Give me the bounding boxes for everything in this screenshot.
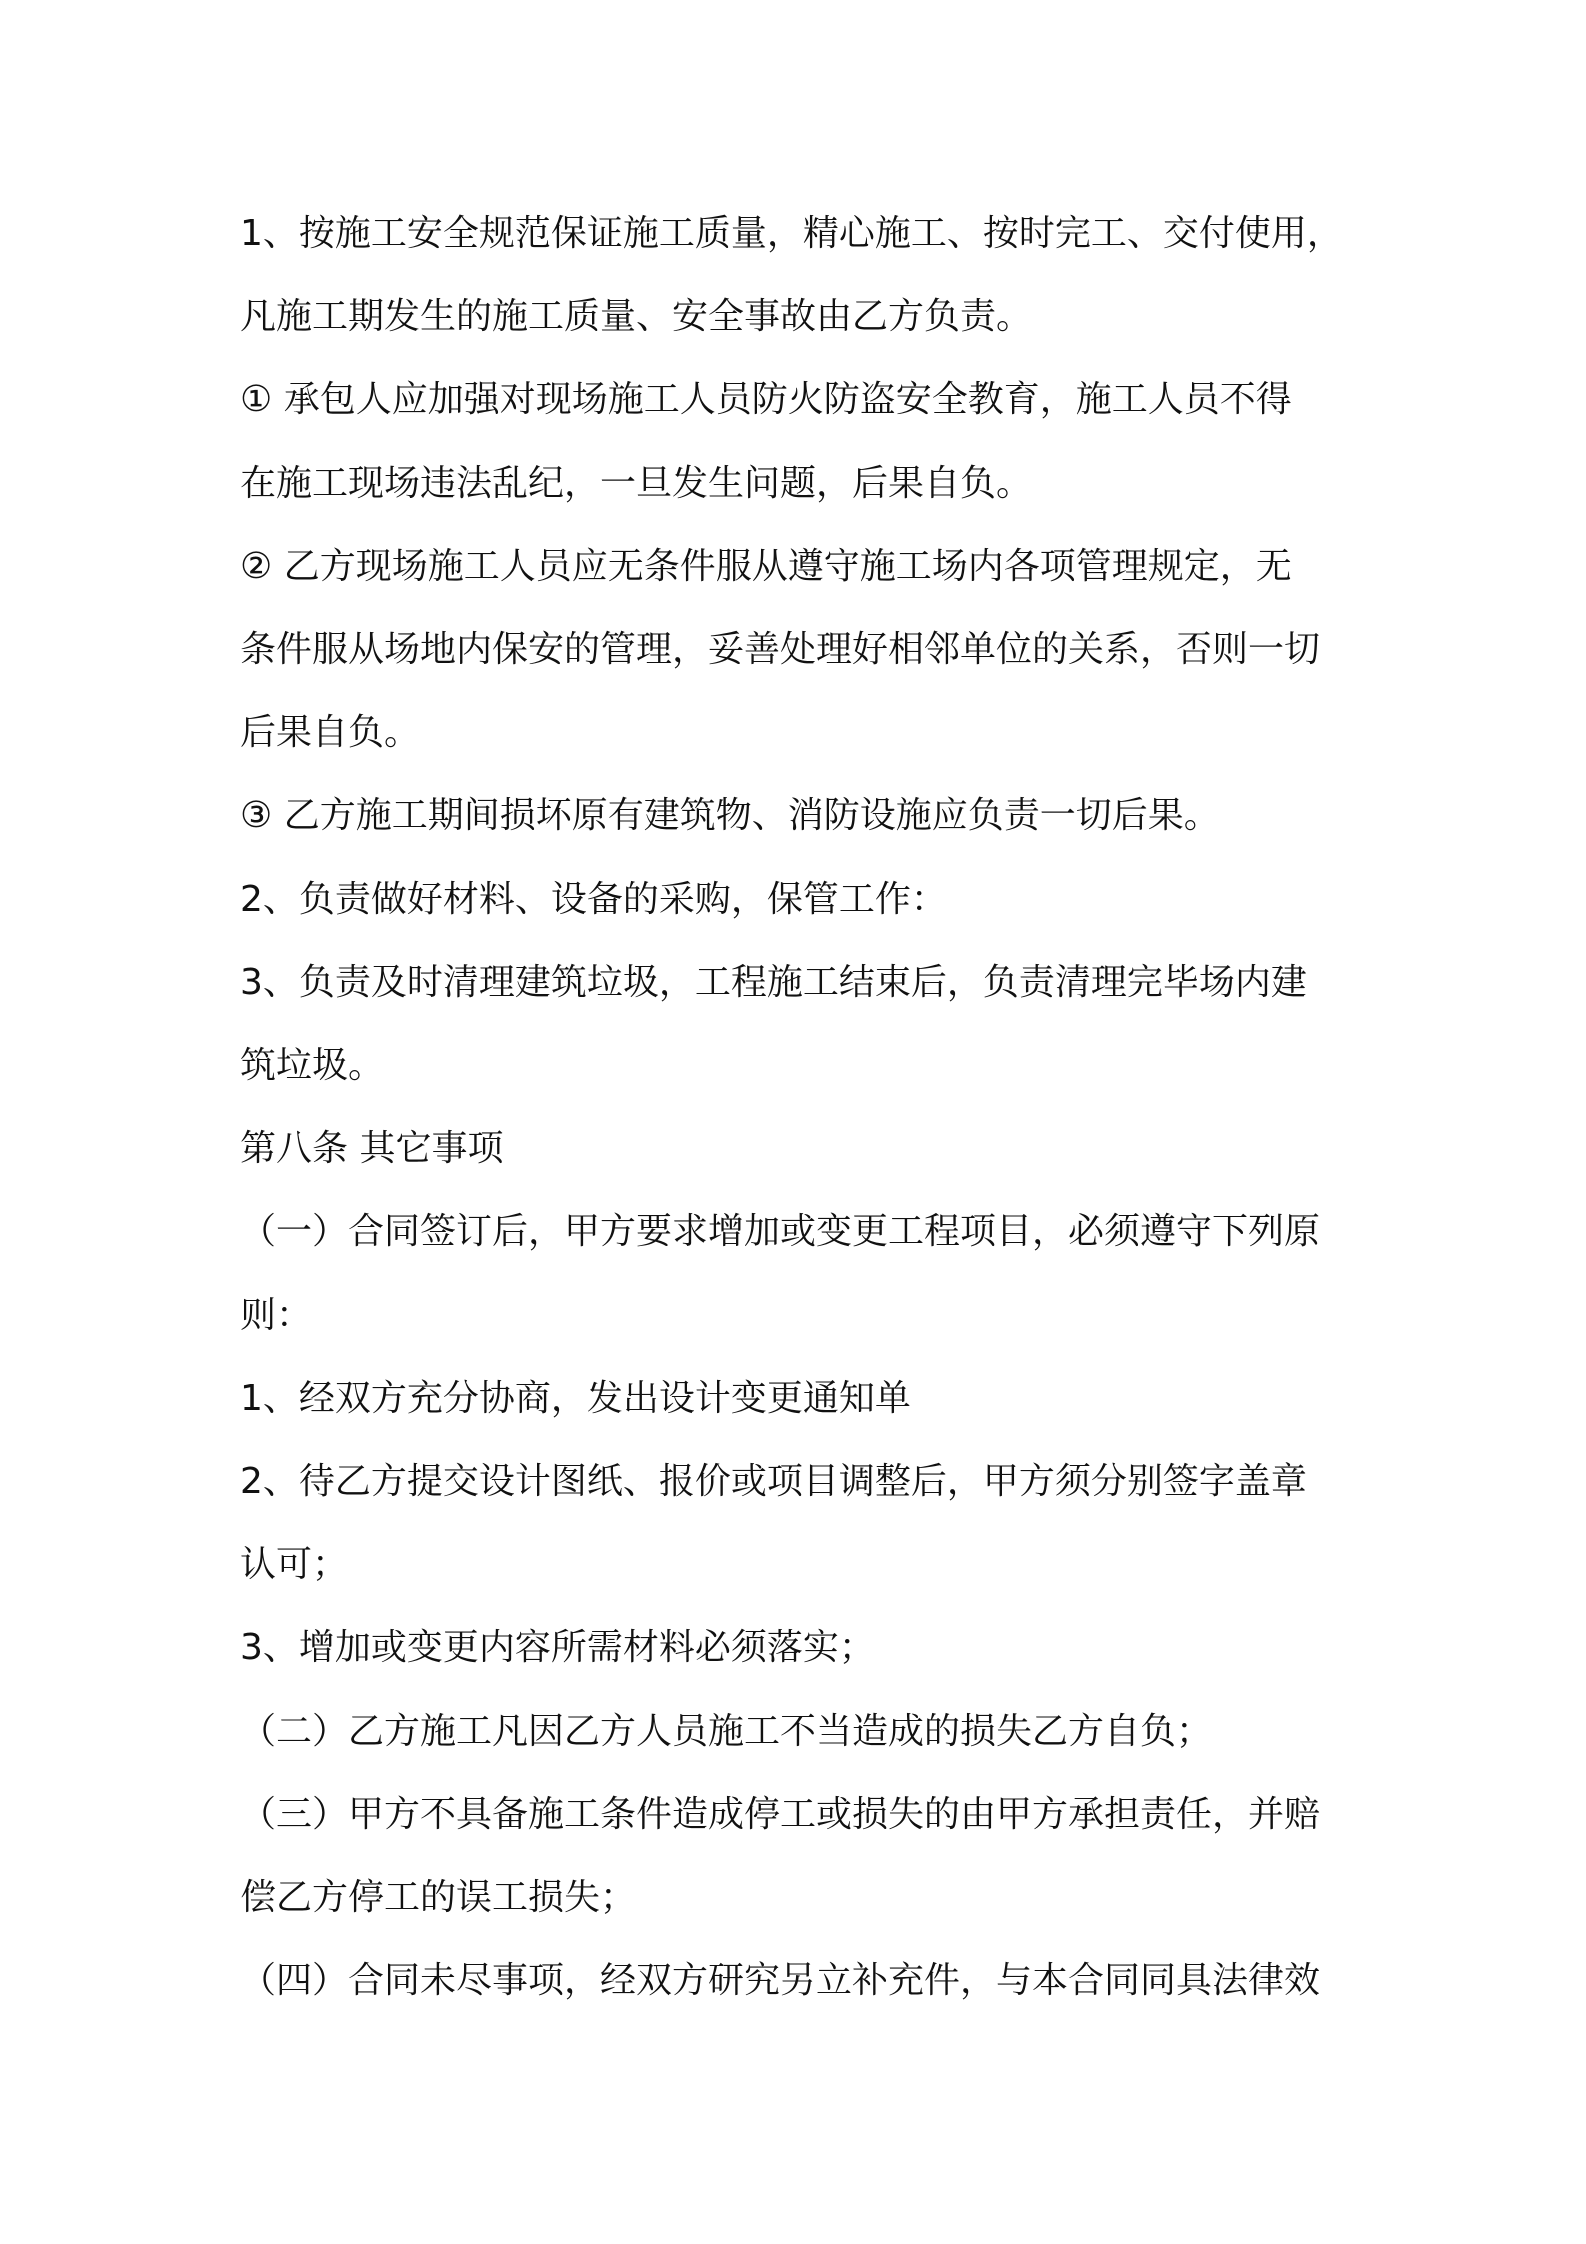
clause-line-9: 2、负责做好材料、设备的采购，保管工作：	[240, 878, 947, 920]
clause-line-8: ③ 乙方施工期间损坏原有建筑物、消防设施应负责一切后果。	[240, 795, 1220, 837]
clause-line-15: 1、经双方充分协商，发出设计变更通知单	[240, 1377, 911, 1419]
article-heading: 第八条 其它事项	[240, 1128, 504, 1170]
clause-line-19: （二）乙方施工凡因乙方人员施工不当造成的损失乙方自负；	[240, 1710, 1213, 1752]
clause-line-13: （一）合同签订后，甲方要求增加或变更工程项目，必须遵守下列原	[240, 1211, 1321, 1253]
clause-line-16: 2、待乙方提交设计图纸、报价或项目调整后，甲方须分别签字盖章	[240, 1461, 1307, 1503]
clause-line-1: 1、按施工安全规范保证施工质量，精心施工、按时完工、交付使用，	[240, 213, 1343, 254]
contract-text-body	[240, 192, 1380, 2022]
clause-line-17: 认可；	[240, 1544, 349, 1586]
clause-line-6: 条件服从场地内保安的管理，妥善处理好相邻单位的关系，否则一切	[240, 629, 1321, 671]
clause-line-11: 筑垃圾。	[240, 1045, 385, 1087]
clause-line-18: 3、增加或变更内容所需材料必须落实；	[240, 1627, 875, 1669]
clause-line-3: ① 承包人应加强对现场施工人员防火防盗安全教育，施工人员不得	[240, 379, 1292, 421]
clause-line-20: （三）甲方不具备施工条件造成停工或损失的由甲方承担责任，并赔	[240, 1793, 1321, 1835]
clause-line-4: 在施工现场违法乱纪，一旦发生问题，后果自负。	[240, 462, 1033, 504]
clause-line-14: 则：	[240, 1294, 313, 1336]
clause-line-5: ② 乙方现场施工人员应无条件服从遵守施工场内各项管理规定，无	[240, 545, 1292, 587]
clause-line-10: 3、负责及时清理建筑垃圾，工程施工结束后，负责清理完毕场内建	[240, 961, 1307, 1003]
clause-line-22: （四）合同未尽事项，经双方研究另立补充件，与本合同同具法律效	[240, 1960, 1321, 2002]
clause-line-2: 凡施工期发生的施工质量、安全事故由乙方负责。	[240, 296, 1033, 338]
clause-line-21: 偿乙方停工的误工损失；	[240, 1877, 637, 1919]
clause-line-7: 后果自负。	[240, 712, 421, 754]
